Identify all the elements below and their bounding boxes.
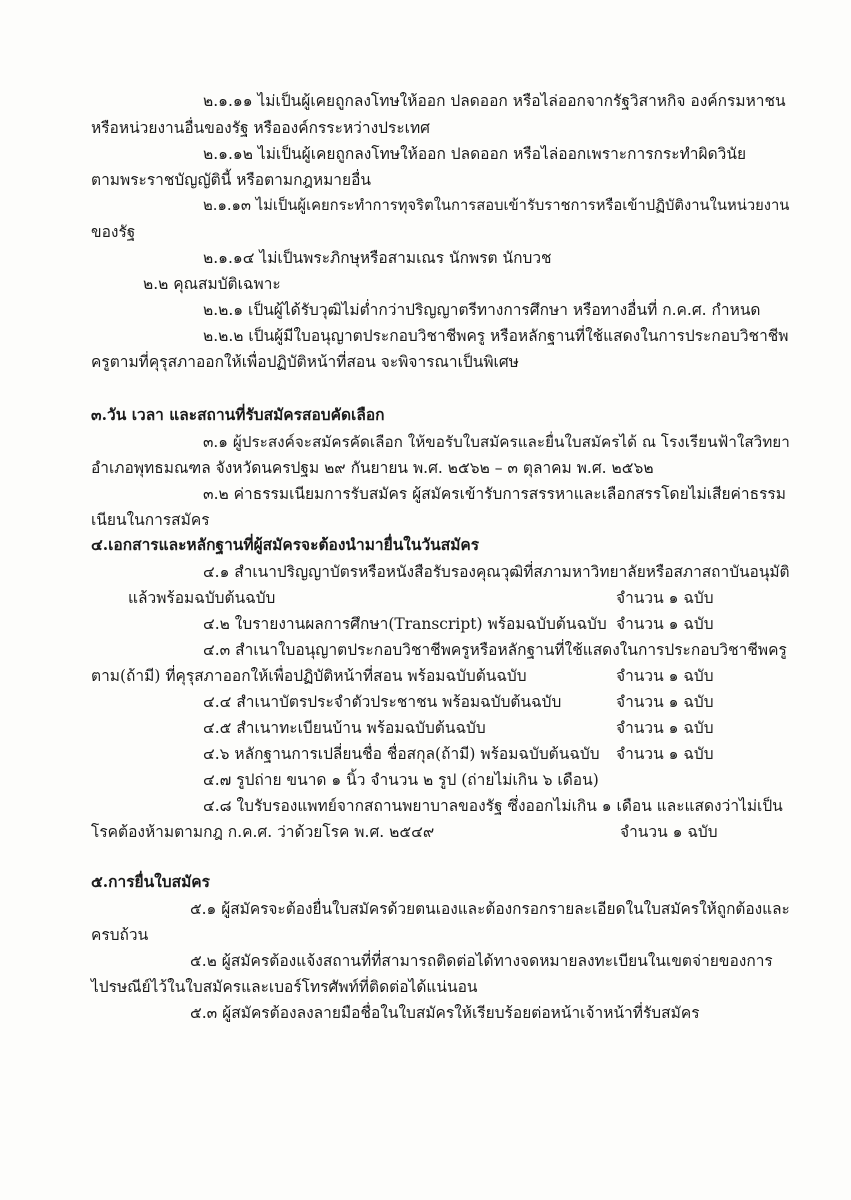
item-3-2-line1: ๓.๒ ค่าธรรมเนียมการรับสมัคร ผู้สมัครเข้ารับการสรรหาและเลือกสรรโดยไม่เสียค่าธรรม — [203, 485, 786, 503]
item-4-1-line2: แล้วพร้อมฉบับต้นฉบับ — [128, 589, 276, 607]
qty-4-6: จำนวน ๑ ฉบับ — [616, 745, 714, 763]
item-2-1-12-line1: ๒.๑.๑๒ ไม่เป็นผู้เคยถูกลงโทษให้ออก ปลดออก หรือไล่ออกเพราะการกระทำผิดวินัย — [203, 145, 747, 163]
qty-4-3: จำนวน ๑ ฉบับ — [616, 667, 714, 685]
qty-4-1: จำนวน ๑ ฉบับ — [616, 589, 714, 607]
item-3-1-line1: ๓.๑ ผู้ประสงค์จะสมัครคัดเลือก ให้ขอรับใบสมัครและยื่นใบสมัครได้ ณ โรงเรียนฟ้าใสวิทยา — [203, 433, 790, 451]
item-2-1-13-line1: ๒.๑.๑๓ ไม่เป็นผู้เคยกระทำการทุจริตในการสอบเข้ารับราชการหรือเข้าปฏิบัติงานในหน่วยงาน — [203, 197, 790, 214]
item-4-8-line1: ๔.๘ ใบรับรองแพทย์จากสถานพยาบาลของรัฐ ซึ่งออกไม่เกิน ๑ เดือน และแสดงว่าไม่เป็น — [203, 797, 783, 815]
qty-4-2: จำนวน ๑ ฉบับ — [616, 615, 714, 633]
item-4-5: ๔.๕ สำเนาทะเบียนบ้าน พร้อมฉบับต้นฉบับ — [203, 719, 486, 737]
item-5-1-line2: ครบถ้วน — [91, 926, 149, 944]
item-2-1-11-line1: ๒.๑.๑๑ ไม่เป็นผู้เคยถูกลงโทษให้ออก ปลดออก หรือไล่ออกจากรัฐวิสาหกิจ องค์กรมหาชน — [203, 92, 786, 110]
item-5-1-line1: ๕.๑ ผู้สมัครจะต้องยื่นใบสมัครด้วยตนเองและต้องกรอกรายละเอียดในใบสมัครให้ถูกต้องและ — [190, 900, 790, 918]
item-4-8-line2: โรคต้องห้ามตามกฎ ก.ค.ศ. ว่าด้วยโรค พ.ศ. ๒๕๔๙ — [91, 823, 435, 841]
qty-4-8: จำนวน ๑ ฉบับ — [620, 823, 718, 841]
section-4-heading: ๔.เอกสารและหลักฐานที่ผู้สมัครจะต้องนำมายื่นในวันสมัคร — [91, 535, 480, 554]
item-4-2: ๔.๒ ใบรายงานผลการศึกษา(Transcript) พร้อมฉบับต้นฉบับ — [203, 615, 607, 633]
specific-qualifications-heading: ๒.๒ คุณสมบัติเฉพาะ — [143, 275, 281, 293]
item-4-6: ๔.๖ หลักฐานการเปลี่ยนชื่อ ชื่อสกุล(ถ้ามี) พร้อมฉบับต้นฉบับ — [203, 745, 600, 763]
item-5-3: ๕.๓ ผู้สมัครต้องลงลายมือชื่อในใบสมัครให้เรียบร้อยต่อหน้าเจ้าหน้าที่รับสมัคร — [190, 1004, 700, 1022]
item-2-1-14: ๒.๑.๑๔ ไม่เป็นพระภิกษุหรือสามเณร นักพรต นักบวช — [203, 249, 552, 267]
item-2-1-13-line2: ของรัฐ — [91, 223, 136, 241]
qty-4-4: จำนวน ๑ ฉบับ — [616, 693, 714, 711]
item-2-2-2-line2: ครูตามที่คุรุสภาออกให้เพื่อปฏิบัติหน้าที่สอน จะพิจารณาเป็นพิเศษ — [91, 353, 519, 371]
item-2-2-1: ๒.๒.๑ เป็นผู้ได้รับวุฒิไม่ต่ำกว่าปริญญาตรีทางการศึกษา หรือทางอื่นที่ ก.ค.ศ. กำหนด — [203, 301, 761, 319]
section-5-heading: ๕.การยื่นใบสมัคร — [91, 872, 210, 891]
qty-4-5: จำนวน ๑ ฉบับ — [616, 719, 714, 737]
item-2-1-12-line2: ตามพระราชบัญญัตินี้ หรือตามกฎหมายอื่น — [91, 171, 371, 189]
item-2-1-11-line2: หรือหน่วยงานอื่นของรัฐ หรือองค์กรระหว่างประเทศ — [91, 119, 430, 137]
item-5-2-line1: ๕.๒ ผู้สมัครต้องแจ้งสถานที่ที่สามารถติดต่อได้ทางจดหมายลงทะเบียนในเขตจ่ายของการ — [190, 952, 773, 970]
section-3-heading: ๓.วัน เวลา และสถานที่รับสมัครสอบคัดเลือก — [91, 405, 385, 424]
item-2-2-2-line1: ๒.๒.๒ เป็นผู้มีใบอนุญาตประกอบวิชาชีพครู หรือหลักฐานที่ใช้แสดงในการประกอบวิชาชีพ — [203, 327, 789, 345]
item-4-1-line1: ๔.๑ สำเนาปริญญาบัตรหรือหนังสือรับรองคุณวุฒิที่สภามหาวิทยาลัยหรือสภาสถาบันอนุมัติ — [203, 563, 790, 581]
item-3-1-line2: อำเภอพุทธมณฑล จังหวัดนครปฐม ๒๙ กันยายน พ.ศ. ๒๕๖๒ – ๓ ตุลาคม พ.ศ. ๒๕๖๒ — [91, 459, 654, 477]
item-3-2-line2: เนียนในการสมัคร — [91, 511, 210, 529]
item-5-2-line2: ไปรษณีย์ไว้ในใบสมัครและเบอร์โทรศัพท์ที่ติดต่อได้แน่นอน — [91, 978, 478, 996]
item-4-3-line2: ตาม(ถ้ามี) ที่คุรุสภาออกให้เพื่อปฏิบัติหน้าที่สอน พร้อมฉบับต้นฉบับ — [91, 667, 527, 685]
item-4-4: ๔.๔ สำเนาบัตรประจำตัวประชาชน พร้อมฉบับต้นฉบับ — [203, 693, 562, 711]
item-4-7: ๔.๗ รูปถ่าย ขนาด ๑ นิ้ว จำนวน ๒ รูป (ถ่ายไม่เกิน ๖ เดือน) — [203, 771, 599, 789]
item-4-3-line1: ๔.๓ สำเนาใบอนุญาตประกอบวิชาชีพครูหรือหลักฐานที่ใช้แสดงในการประกอบวิชาชีพครู — [203, 641, 787, 659]
